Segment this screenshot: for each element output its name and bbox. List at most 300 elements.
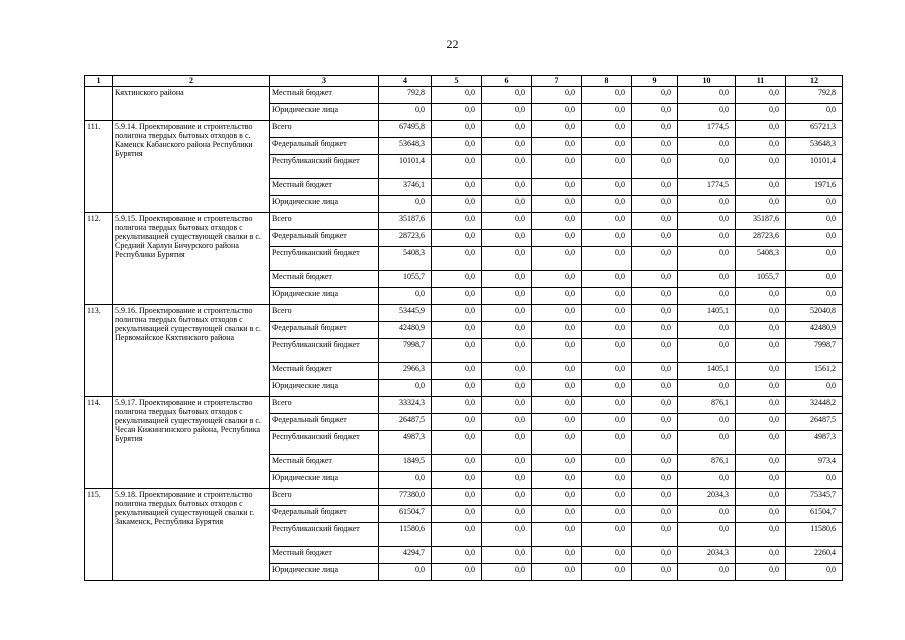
amount-cell: 0,0 [379,564,432,581]
amount-cell: 0,0 [582,138,632,155]
amount-cell: 53445,9 [379,305,432,322]
amount-cell: 0,0 [632,339,678,363]
amount-cell: 0,0 [582,414,632,431]
amount-cell: 0,0 [678,104,736,121]
amount-cell: 0,0 [432,564,482,581]
amount-cell: 33324,3 [379,397,432,414]
amount-cell: 0,0 [532,104,582,121]
amount-cell: 0,0 [632,271,678,288]
amount-cell: 0,0 [532,305,582,322]
amount-cell: 0,0 [582,472,632,489]
amount-cell: 0,0 [632,472,678,489]
header-cell: 12 [786,76,843,87]
amount-cell: 5408,3 [736,247,786,271]
amount-cell: 0,0 [532,523,582,547]
table-body [85,87,843,581]
amount-cell: 0,0 [582,363,632,380]
amount-cell: 0,0 [532,213,582,230]
amount-cell: 0,0 [532,564,582,581]
amount-cell: 0,0 [432,138,482,155]
funding-source: Местный бюджет [270,87,379,104]
amount-cell: 0,0 [379,196,432,213]
amount-cell: 1405,1 [678,363,736,380]
amount-cell: 0,0 [432,247,482,271]
amount-cell: 0,0 [632,196,678,213]
amount-cell: 0,0 [432,155,482,179]
amount-cell: 35187,6 [736,213,786,230]
amount-cell: 0,0 [532,431,582,455]
funding-source: Республиканский бюджет [270,523,379,547]
amount-cell: 4987,3 [786,431,843,455]
amount-cell: 0,0 [736,305,786,322]
amount-cell: 0,0 [482,305,532,322]
amount-cell: 61504,7 [379,506,432,523]
amount-cell: 876,1 [678,397,736,414]
header-cell: 10 [678,76,736,87]
amount-cell: 0,0 [482,322,532,339]
amount-cell: 0,0 [582,87,632,104]
funding-source: Местный бюджет [270,179,379,196]
amount-cell: 0,0 [632,431,678,455]
amount-cell: 0,0 [678,213,736,230]
amount-cell: 0,0 [582,322,632,339]
amount-cell: 0,0 [632,230,678,247]
item-number: 113. [85,305,113,397]
funding-source: Юридические лица [270,564,379,581]
amount-cell: 0,0 [482,339,532,363]
amount-cell: 0,0 [532,288,582,305]
amount-cell: 0,0 [532,506,582,523]
amount-cell: 35187,6 [379,213,432,230]
funding-source: Всего [270,305,379,322]
funding-source: Всего [270,397,379,414]
amount-cell: 32448,2 [786,397,843,414]
amount-cell: 1055,7 [736,271,786,288]
item-name: Кяхтинского района [113,87,270,121]
amount-cell: 0,0 [786,564,843,581]
amount-cell: 4294,7 [379,547,432,564]
amount-cell: 5408,3 [379,247,432,271]
amount-cell: 0,0 [736,506,786,523]
amount-cell: 0,0 [678,271,736,288]
amount-cell: 0,0 [532,247,582,271]
amount-cell: 0,0 [582,523,632,547]
amount-cell: 0,0 [678,87,736,104]
amount-cell: 0,0 [432,213,482,230]
amount-cell: 0,0 [432,523,482,547]
amount-cell: 0,0 [482,213,532,230]
amount-cell: 0,0 [632,138,678,155]
amount-cell: 0,0 [582,431,632,455]
amount-cell: 973,4 [786,455,843,472]
amount-cell: 0,0 [736,179,786,196]
amount-cell: 0,0 [482,363,532,380]
amount-cell: 0,0 [532,322,582,339]
amount-cell: 10101,4 [786,155,843,179]
amount-cell: 11580,6 [379,523,432,547]
amount-cell: 0,0 [532,87,582,104]
amount-cell: 792,8 [786,87,843,104]
amount-cell: 0,0 [736,523,786,547]
amount-cell: 7998,7 [786,339,843,363]
amount-cell: 0,0 [379,472,432,489]
amount-cell: 0,0 [532,196,582,213]
amount-cell: 0,0 [532,271,582,288]
amount-cell: 1055,7 [379,271,432,288]
amount-cell: 876,1 [678,455,736,472]
amount-cell: 0,0 [532,547,582,564]
amount-cell: 0,0 [582,547,632,564]
table-row [85,213,843,230]
funding-source: Федеральный бюджет [270,414,379,431]
funding-source: Федеральный бюджет [270,230,379,247]
amount-cell: 0,0 [482,271,532,288]
amount-cell: 0,0 [786,213,843,230]
amount-cell: 0,0 [582,247,632,271]
funding-source: Местный бюджет [270,363,379,380]
amount-cell: 28723,6 [379,230,432,247]
amount-cell: 0,0 [632,305,678,322]
page-number: 22 [446,37,459,51]
funding-source: Федеральный бюджет [270,138,379,155]
amount-cell: 1971,6 [786,179,843,196]
amount-cell: 0,0 [432,121,482,138]
amount-cell: 0,0 [736,121,786,138]
amount-cell: 0,0 [482,104,532,121]
amount-cell: 0,0 [432,196,482,213]
amount-cell: 0,0 [786,196,843,213]
amount-cell: 0,0 [736,363,786,380]
amount-cell: 0,0 [532,380,582,397]
amount-cell: 0,0 [432,397,482,414]
amount-cell: 0,0 [432,431,482,455]
amount-cell: 2034,3 [678,489,736,506]
amount-cell: 0,0 [432,179,482,196]
item-name: 5.9.16. Проектирование и строительство полигона твердых бытовых отходов с рекультивацией существующей свалки в с. Первомайское Кяхтинского района [113,305,270,397]
funding-source: Федеральный бюджет [270,322,379,339]
amount-cell: 0,0 [736,380,786,397]
header-cell: 1 [85,76,113,87]
amount-cell: 0,0 [736,104,786,121]
funding-source: Местный бюджет [270,547,379,564]
amount-cell: 0,0 [432,414,482,431]
amount-cell: 0,0 [532,472,582,489]
amount-cell: 0,0 [582,380,632,397]
amount-cell: 0,0 [582,271,632,288]
amount-cell: 0,0 [532,397,582,414]
amount-cell: 0,0 [482,179,532,196]
amount-cell: 0,0 [379,104,432,121]
amount-cell: 1774,5 [678,179,736,196]
amount-cell: 0,0 [582,155,632,179]
amount-cell: 0,0 [432,87,482,104]
amount-cell: 0,0 [678,196,736,213]
amount-cell: 0,0 [432,489,482,506]
item-number: 111. [85,121,113,213]
amount-cell: 0,0 [736,547,786,564]
amount-cell: 0,0 [582,179,632,196]
amount-cell: 0,0 [736,455,786,472]
funding-source: Республиканский бюджет [270,339,379,363]
funding-source: Юридические лица [270,288,379,305]
amount-cell: 77380,0 [379,489,432,506]
amount-cell: 0,0 [736,339,786,363]
amount-cell: 11580,6 [786,523,843,547]
table-row [85,87,843,104]
amount-cell: 0,0 [532,455,582,472]
amount-cell: 0,0 [632,489,678,506]
header-cell: 4 [379,76,432,87]
header-cell: 3 [270,76,379,87]
amount-cell: 42480,9 [379,322,432,339]
amount-cell: 0,0 [582,230,632,247]
amount-cell: 0,0 [736,489,786,506]
amount-cell: 7998,7 [379,339,432,363]
amount-cell: 0,0 [482,523,532,547]
amount-cell: 0,0 [532,121,582,138]
funding-source: Республиканский бюджет [270,431,379,455]
amount-cell: 0,0 [632,397,678,414]
amount-cell: 0,0 [632,155,678,179]
amount-cell: 0,0 [532,179,582,196]
amount-cell: 0,0 [632,322,678,339]
amount-cell: 0,0 [678,138,736,155]
funding-source: Республиканский бюджет [270,155,379,179]
item-number [85,87,113,121]
amount-cell: 0,0 [736,431,786,455]
amount-cell: 0,0 [482,414,532,431]
amount-cell: 61504,7 [786,506,843,523]
amount-cell: 0,0 [432,363,482,380]
amount-cell: 0,0 [786,230,843,247]
amount-cell: 0,0 [632,363,678,380]
amount-cell: 2966,3 [379,363,432,380]
amount-cell: 0,0 [736,472,786,489]
amount-cell: 0,0 [736,155,786,179]
amount-cell: 0,0 [432,339,482,363]
funding-source: Всего [270,121,379,138]
amount-cell: 0,0 [786,472,843,489]
amount-cell: 0,0 [432,322,482,339]
amount-cell: 0,0 [632,87,678,104]
amount-cell: 0,0 [432,472,482,489]
amount-cell: 0,0 [736,322,786,339]
amount-cell: 0,0 [482,455,532,472]
amount-cell: 0,0 [432,288,482,305]
amount-cell: 0,0 [786,380,843,397]
amount-cell: 0,0 [532,414,582,431]
amount-cell: 0,0 [632,179,678,196]
amount-cell: 2260,4 [786,547,843,564]
budget-table [84,75,843,581]
header-cell: 5 [432,76,482,87]
amount-cell: 1561,2 [786,363,843,380]
amount-cell: 10101,4 [379,155,432,179]
amount-cell: 0,0 [632,213,678,230]
amount-cell: 0,0 [582,339,632,363]
amount-cell: 26487,5 [379,414,432,431]
amount-cell: 0,0 [432,547,482,564]
amount-cell: 0,0 [482,380,532,397]
amount-cell: 0,0 [736,196,786,213]
amount-cell: 0,0 [678,380,736,397]
amount-cell: 0,0 [632,547,678,564]
amount-cell: 65721,3 [786,121,843,138]
amount-cell: 0,0 [532,138,582,155]
amount-cell: 0,0 [582,196,632,213]
amount-cell: 0,0 [482,138,532,155]
amount-cell: 0,0 [482,506,532,523]
funding-source: Всего [270,213,379,230]
amount-cell: 0,0 [678,414,736,431]
amount-cell: 0,0 [482,196,532,213]
amount-cell: 0,0 [678,322,736,339]
amount-cell: 0,0 [482,397,532,414]
amount-cell: 0,0 [482,489,532,506]
amount-cell: 0,0 [736,564,786,581]
funding-source: Юридические лица [270,196,379,213]
header-cell: 6 [482,76,532,87]
amount-cell: 0,0 [532,230,582,247]
item-name: 5.9.18. Проектирование и строительство полигона твердых бытовых отходов с рекультивацией существующей свалки г. Закаменск, Республика Бурятия [113,489,270,581]
amount-cell: 0,0 [532,363,582,380]
header-cell: 7 [532,76,582,87]
amount-cell: 0,0 [632,380,678,397]
amount-cell: 0,0 [632,104,678,121]
amount-cell: 67495,8 [379,121,432,138]
funding-source: Всего [270,489,379,506]
item-number: 115. [85,489,113,581]
amount-cell: 0,0 [432,305,482,322]
amount-cell: 53648,3 [786,138,843,155]
amount-cell: 0,0 [786,104,843,121]
amount-cell: 0,0 [379,288,432,305]
amount-cell: 0,0 [678,431,736,455]
amount-cell: 0,0 [482,247,532,271]
amount-cell: 0,0 [482,155,532,179]
amount-cell: 4987,3 [379,431,432,455]
item-number: 114. [85,397,113,489]
header-row [85,76,843,87]
amount-cell: 0,0 [432,104,482,121]
amount-cell: 0,0 [678,288,736,305]
amount-cell: 0,0 [736,138,786,155]
header-cell: 8 [582,76,632,87]
funding-source: Юридические лица [270,380,379,397]
funding-source: Юридические лица [270,472,379,489]
amount-cell: 28723,6 [736,230,786,247]
amount-cell: 0,0 [582,489,632,506]
amount-cell: 0,0 [678,472,736,489]
header-cell: 9 [632,76,678,87]
amount-cell: 0,0 [532,155,582,179]
amount-cell: 0,0 [632,506,678,523]
amount-cell: 0,0 [582,455,632,472]
amount-cell: 0,0 [632,564,678,581]
amount-cell: 52040,8 [786,305,843,322]
amount-cell: 0,0 [678,523,736,547]
amount-cell: 0,0 [432,271,482,288]
amount-cell: 0,0 [482,288,532,305]
table-row [85,121,843,138]
amount-cell: 0,0 [582,213,632,230]
amount-cell: 0,0 [678,564,736,581]
item-name: 5.9.14. Проектирование и строительство полигона твердых бытовых отходов в с. Каменск Кабанского района Республики Бурятия [113,121,270,213]
amount-cell: 0,0 [736,288,786,305]
funding-source: Юридические лица [270,104,379,121]
amount-cell: 0,0 [532,489,582,506]
item-name: 5.9.15. Проектирование и строительство полигона твердых бытовых отходов с рекультивацией существующей свалки в с. Средний Харлун Бичурского района Республики Бурятия [113,213,270,305]
amount-cell: 0,0 [632,414,678,431]
amount-cell: 0,0 [678,339,736,363]
amount-cell: 1849,5 [379,455,432,472]
amount-cell: 0,0 [632,523,678,547]
amount-cell: 0,0 [582,104,632,121]
amount-cell: 0,0 [379,380,432,397]
amount-cell: 0,0 [432,230,482,247]
amount-cell: 0,0 [532,339,582,363]
funding-source: Местный бюджет [270,455,379,472]
amount-cell: 792,8 [379,87,432,104]
amount-cell: 0,0 [678,155,736,179]
funding-source: Республиканский бюджет [270,247,379,271]
amount-cell: 0,0 [786,271,843,288]
amount-cell: 0,0 [678,230,736,247]
amount-cell: 0,0 [582,397,632,414]
amount-cell: 1405,1 [678,305,736,322]
amount-cell: 0,0 [482,472,532,489]
amount-cell: 0,0 [582,305,632,322]
amount-cell: 26487,5 [786,414,843,431]
amount-cell: 0,0 [582,121,632,138]
amount-cell: 1774,5 [678,121,736,138]
amount-cell: 0,0 [632,247,678,271]
header-cell: 11 [736,76,786,87]
table-row [85,489,843,506]
amount-cell: 0,0 [482,547,532,564]
header-cell: 2 [113,76,270,87]
amount-cell: 0,0 [736,414,786,431]
amount-cell: 2034,3 [678,547,736,564]
amount-cell: 0,0 [432,380,482,397]
amount-cell: 0,0 [786,247,843,271]
amount-cell: 0,0 [632,121,678,138]
funding-source: Федеральный бюджет [270,506,379,523]
amount-cell: 0,0 [432,506,482,523]
item-number: 112. [85,213,113,305]
amount-cell: 0,0 [632,455,678,472]
amount-cell: 0,0 [678,247,736,271]
amount-cell: 0,0 [482,230,532,247]
item-name: 5.9.17. Проектирование и строительство полигона твердых бытовых отходов с рекультивацией существующей свалки в с. Чесан Кижингинского района, Республика Бурятия [113,397,270,489]
amount-cell: 0,0 [582,506,632,523]
amount-cell: 75345,7 [786,489,843,506]
amount-cell: 42480,9 [786,322,843,339]
amount-cell: 0,0 [632,288,678,305]
amount-cell: 0,0 [482,431,532,455]
amount-cell: 53648,3 [379,138,432,155]
table-row [85,397,843,414]
funding-source: Местный бюджет [270,271,379,288]
amount-cell: 0,0 [432,455,482,472]
amount-cell: 0,0 [736,87,786,104]
amount-cell: 0,0 [482,121,532,138]
amount-cell: 3746,1 [379,179,432,196]
amount-cell: 0,0 [678,506,736,523]
amount-cell: 0,0 [482,87,532,104]
table-row [85,305,843,322]
amount-cell: 0,0 [582,288,632,305]
